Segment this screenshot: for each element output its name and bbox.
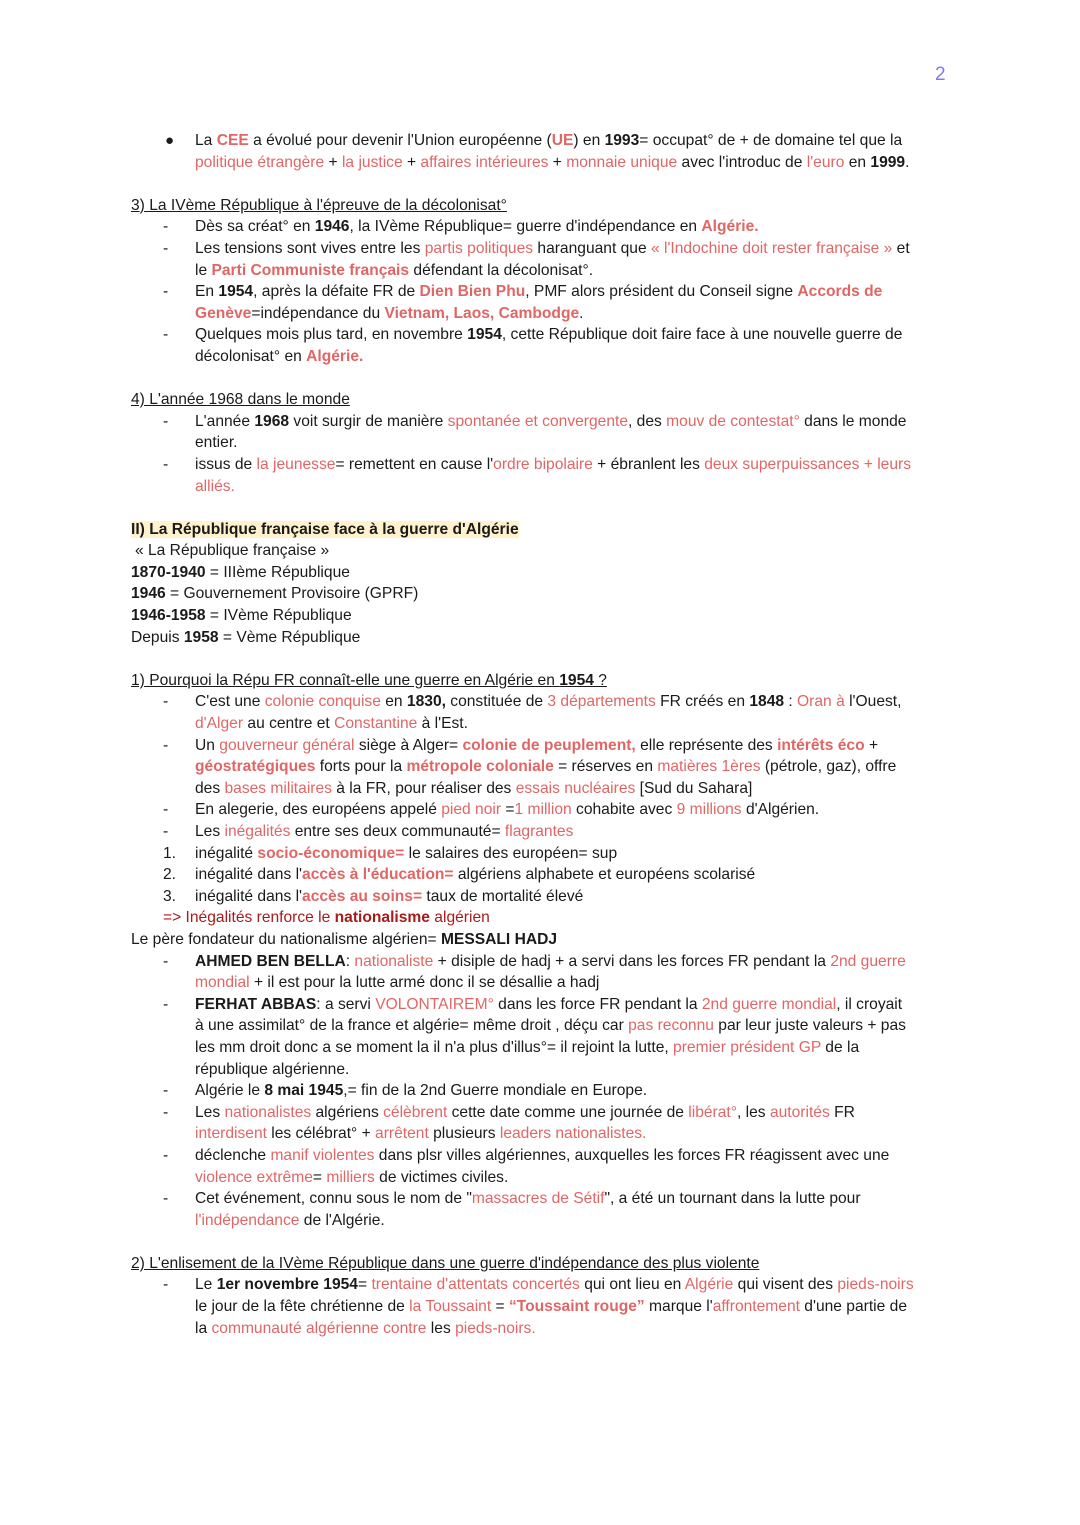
page-number: 2 xyxy=(935,64,946,85)
dash-marker: - xyxy=(163,995,169,1013)
list-item: - Les tensions sont vives entre les partis politiques haranguant que « l'Indochine doit rester française » et le Parti Communiste français défendant la décolonisat°. xyxy=(163,239,910,279)
founder-line: Le père fondateur du nationalisme algérien= MESSALI HADJ xyxy=(131,930,558,948)
list-item: - Quelques mois plus tard, en novembre 1954, cette République doit faire face à une nouvelle guerre de décolonisat° en Algérie. xyxy=(163,326,903,365)
numbered-item: 1. inégalité socio-économique= le salaires des européen= sup xyxy=(163,844,618,862)
dash-marker: - xyxy=(163,412,169,430)
dash-marker: - xyxy=(163,239,169,257)
list-item: - déclenche manif violentes dans plsr villes algériennes, auxquelles les forces FR réagissent avec une violence extrême= milliers de victimes civiles. xyxy=(163,1146,890,1186)
dash-marker: - xyxy=(163,283,169,301)
list-item: - Un gouverneur général siège à Alger= colonie de peuplement, elle représente des intérêts éco + géostratégiques forts pour la métropole coloniale = réserves en matières 1ères (pétrole, gaz), offre des bases militaires à la FR, pour réaliser des essais nucléaires [Sud du Sahara] xyxy=(163,736,897,797)
list-item: - En alegerie, des européens appelé pied noir =1 million cohabite avec 9 millions d'Algérien. xyxy=(131,799,951,821)
list-item: - Les inégalités entre ses deux communauté= flagrantes xyxy=(131,821,951,843)
list-item: - Cet événement, connu sous le nom de "massacres de Sétif", a été un tournant dans la lutte pour l'indépendance de l'Algérie. xyxy=(163,1190,861,1229)
timeline-line: 1946-1958 = IVème République xyxy=(131,607,352,625)
part-heading: II) La République française face à la guerre d'Algérie xyxy=(131,520,519,538)
bullet-dot-icon: ● xyxy=(165,132,175,149)
list-item: - C'est une colonie conquise en 1830, constituée de 3 départements FR créés en 1848 : Oran à l'Ouest, d'Alger au centre et Constantine à l'Est. xyxy=(163,693,902,733)
numbered-item: 2. inégalité dans l'accès à l'éducation= algériens alphabete et européens scolarisé xyxy=(163,866,756,884)
list-item: - Le 1er novembre 1954= trentaine d'attentats concertés qui ont lieu en Algérie qui visent des pieds-noirs le jour de la fête chrétienne de la Toussaint = “Toussaint rouge” marque l'affrontement d'une partie de la communauté algérienne contre les pieds-noirs. xyxy=(163,1276,914,1337)
text-line: La CEE a évolué pour devenir l'Union européenne (UE) en 1993= occupat° de + de domaine tel que la xyxy=(195,132,903,149)
dash-marker: - xyxy=(163,736,169,754)
dash-marker: - xyxy=(163,1103,169,1121)
dash-marker: - xyxy=(163,218,169,236)
dash-marker: - xyxy=(163,1082,169,1100)
dash-marker: - xyxy=(163,693,169,711)
list-item: - Algérie le 8 mai 1945,= fin de la 2nd Guerre mondiale en Europe. xyxy=(131,1080,951,1102)
dash-marker: - xyxy=(163,1276,169,1294)
timeline-line: 1870-1940 = IIIème République xyxy=(131,563,350,581)
list-item: - FERHAT ABBAS: a servi VOLONTAIREM° dans les force FR pendant la 2nd guerre mondial, il croyait à une assimilat° de la france et algérie= même droit , déçu car pas reconnu par leur juste valeurs + pas les mm droit donc a se moment la il n'a plus d'illus°= il rejoint la lutte, premier président GP de la république algérienne. xyxy=(163,995,906,1078)
dash-marker: - xyxy=(163,952,169,970)
list-item: - L'année 1968 voit surgir de manière spontanée et convergente, des mouv de contestat° dans le monde entier. xyxy=(163,412,907,452)
numbered-item: 3. inégalité dans l'accès au soins= taux de mortalité élevé xyxy=(163,887,584,905)
bullet-cee xyxy=(131,130,951,173)
timeline-line: Depuis 1958 = Vème République xyxy=(131,628,361,646)
dash-marker: - xyxy=(163,455,169,473)
dash-marker: - xyxy=(163,1146,169,1164)
section-heading-2: 2) L'enlisement de la IVème République dans une guerre d'indépendance des plus violente xyxy=(131,1254,760,1272)
dash-marker: - xyxy=(163,1190,169,1208)
section-heading-3: 3) La IVème République à l'épreuve de la décolonisat° xyxy=(131,196,507,214)
list-item: - Dès sa créat° en 1946, la IVème République= guerre d'indépendance en Algérie. xyxy=(131,216,951,238)
list-item: - AHMED BEN BELLA: nationaliste + disiple de hadj + a servi dans les forces FR pendant la 2nd guerre mondial + il est pour la lutte armé donc il se désallie a hadj xyxy=(163,952,906,992)
section-heading-1: 1) Pourquoi la Répu FR connaît-elle une guerre en Algérie en 1954 ? xyxy=(131,671,607,689)
dash-marker: - xyxy=(163,326,169,344)
list-item: - En 1954, après la défaite FR de Dien Bien Phu, PMF alors président du Conseil signe Accords de Genève=indépendance du Vietnam, Laos, Cambodge. xyxy=(163,283,883,322)
list-item: - Les nationalistes algériens célèbrent cette date comme une journée de libérat°, les autorités FR interdisent les célébrat° + arrêtent plusieurs leaders nationalistes. xyxy=(163,1103,855,1143)
conclusion-line: => Inégalités renforce le nationalisme algérien xyxy=(163,909,490,927)
part-subtitle: « La République française » xyxy=(135,542,330,560)
section-heading-4: 4) L'année 1968 dans le monde xyxy=(131,391,350,409)
text-line: politique étrangère + la justice + affaires intérieures + monnaie unique avec l'introduc de l'euro en 1999. xyxy=(195,153,910,171)
timeline-line: 1946 = Gouvernement Provisoire (GPRF) xyxy=(131,585,419,603)
dash-marker: - xyxy=(163,823,169,840)
document-body xyxy=(131,130,951,1339)
dash-marker: - xyxy=(163,801,169,819)
list-item: - issus de la jeunesse= remettent en cause l'ordre bipolaire + ébranlent les deux superpuissances + leurs alliés. xyxy=(163,455,911,495)
